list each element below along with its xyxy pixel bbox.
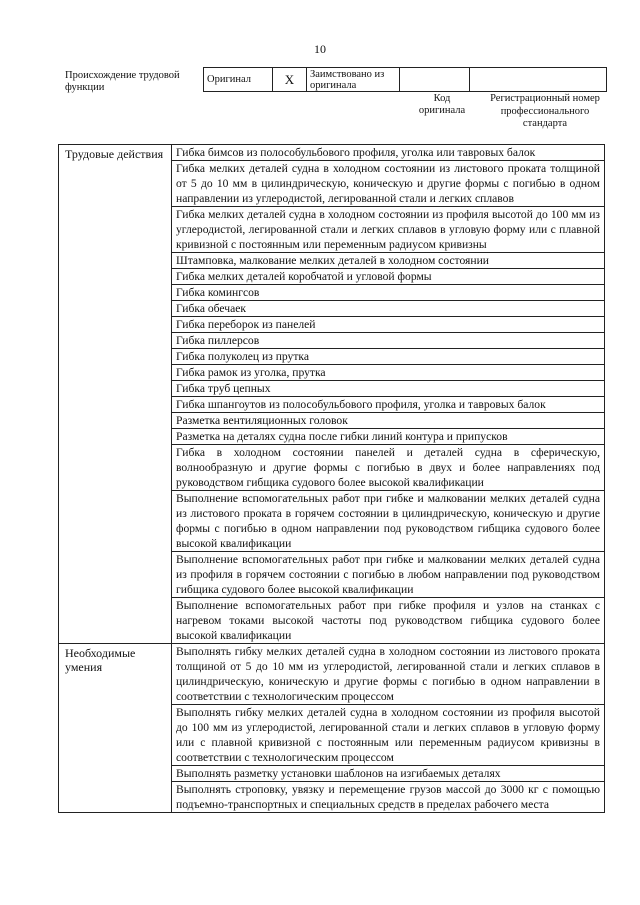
section-row [59, 644, 605, 813]
section-label: Необходимые умения [59, 644, 172, 813]
list-item: Выполнять разметку установки шаблонов на изгибаемых деталях [172, 765, 604, 781]
code-caption: Код оригинала [418, 93, 466, 116]
functions-table [58, 144, 605, 813]
list-item: Разметка вентиляционных головок [172, 412, 604, 428]
list-item: Гибка шпангоутов из полособульбового профиля, уголка и тавровых балок [172, 396, 604, 412]
section-label: Трудовые действия [59, 145, 172, 644]
list-item: Гибка мелких деталей судна в холодном состоянии из профиля высотой до 100 мм из углеродистой, легированной стали и легких сплавов в угловую форму или с плавной кривизной с постоянным или переменным радиусом кривизны [172, 206, 604, 252]
list-item: Выполнять гибку мелких деталей судна в холодном состоянии из профиля высотой до 100 мм из углеродистой, легированной стали и легких сплавов в угловую форму или с плавной кривизной с постоянным или переменным радиусом кривизны в соответствии с технологическим процессом [172, 704, 604, 765]
list-item: Выполнение вспомогательных работ при гибке и малковании мелких деталей судна из профиля в горячем состоянии с погибью в любом направлении под руководством гибщика судового более высокой квалификации [172, 551, 604, 597]
list-item: Выполнение вспомогательных работ при гибке профиля и узлов на станках с нагревом токами высокой частоты под руководством гибщика судового более высокой квалификации [172, 597, 604, 643]
list-item: Гибка полуколец из прутка [172, 348, 604, 364]
origin-table [203, 67, 607, 92]
original-cell: Оригинал [204, 68, 273, 92]
registration-caption: Регистрационный номер профессионального стандарта [490, 93, 600, 129]
list-item: Гибка пиллерсов [172, 332, 604, 348]
section-items [172, 644, 605, 813]
list-item: Гибка комингсов [172, 284, 604, 300]
list-item: Выполнять гибку мелких деталей судна в холодном состоянии из листового проката толщиной от 5 до 10 мм из углеродистой, легированной стали и легких сплавов в цилиндрическую, коническую и другие формы с погибью в одном направлении в соответствии с технологическим процессом [176, 645, 600, 703]
list-item: Выполнять строповку, увязку и перемещение грузов массой до 3000 кг с помощью подъемно-транспортных и специальных средств в пределах рабочего места [172, 781, 604, 812]
list-item: Разметка на деталях судна после гибки линий контура и припусков [172, 428, 604, 444]
list-item: Гибка в холодном состоянии панелей и деталей судна в сферическую, волнообразную и другие формы с погибью в двух и более направлениях под руководством гибщика судового более высокой квалификации [172, 444, 604, 490]
list-item: Гибка обечаек [172, 300, 604, 316]
list-item: Гибка мелких деталей коробчатой и угловой формы [172, 268, 604, 284]
list-item: Гибка переборок из панелей [172, 316, 604, 332]
list-item: Выполнение вспомогательных работ при гибке и малковании мелких деталей судна из листового проката в горячем состоянии в цилиндрическую, коническую и другие формы с погибью в одном направлении под руководством гибщика судового более высокой квалификации [172, 490, 604, 551]
page-number: 10 [314, 42, 326, 56]
registration-number-cell [470, 68, 607, 92]
section-row [59, 145, 605, 644]
origin-label: Происхождение трудовой функции [65, 70, 180, 93]
original-code-cell [400, 68, 470, 92]
list-item: Гибка труб цепных [172, 380, 604, 396]
original-mark: X [273, 68, 307, 92]
section-items [172, 145, 605, 644]
list-item: Гибка мелких деталей судна в холодном состоянии из листового проката толщиной от 5 до 10 мм в цилиндрическую, коническую и другие формы с погибью в одном направлении из углеродистой, легированной стали и легких сплавов [172, 160, 604, 206]
list-item: Штамповка, малкование мелких деталей в холодном состоянии [172, 252, 604, 268]
borrowed-cell: Заимствовано из оригинала [307, 68, 400, 92]
list-item: Гибка бимсов из полособульбового профиля, уголка или тавровых балок [176, 146, 536, 159]
list-item: Гибка рамок из уголка, прутка [172, 364, 604, 380]
